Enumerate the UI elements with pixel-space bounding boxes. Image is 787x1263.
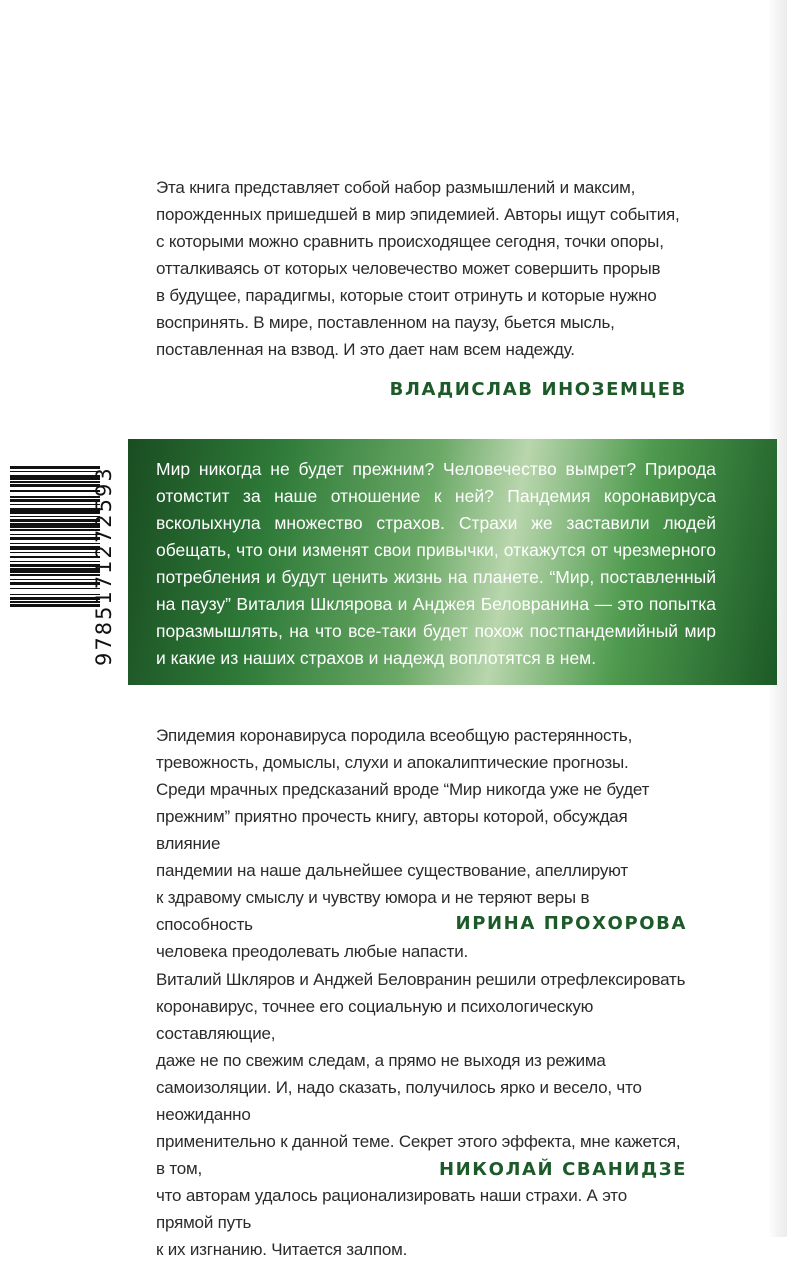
isbn-number: 9785171272593 bbox=[92, 466, 116, 666]
author-inozemtsev: ВЛАДИСЛАВ ИНОЗЕМЦЕВ bbox=[389, 379, 687, 400]
quote-svanidze: Виталий Шкляров и Анджей Беловранин решили отрефлексировать коронавирус, точнее его социальную и психологическую составляющие, даже не по свежим следам, а прямо не выходя из режима самоизоляции. И, надо сказать, получилось ярко и весело, что неожиданно применительно к данной теме. Секрет этого эффекта, мне кажется, в том, что авторам удалось рационализировать наши страхи. А это прямой путь к их изгнанию. Читается залпом. bbox=[156, 970, 686, 1259]
isbn-barcode bbox=[10, 466, 100, 650]
barcode-stripe bbox=[10, 607, 100, 610]
author-svanidze: НИКОЛАЙ СВАНИДЗЕ bbox=[438, 1159, 687, 1180]
annotation-text: Мир никогда не будет прежним? Человечество вымрет? Природа отомстит за наше отношение к ней? Пандемия коронавируса всколыхнула множество страхов. Страхи же заставили людей обещать, что они изменят свои привычки, откажутся от чрезмерного потребления и будут ценить жизнь на планете. “Мир, поставленный на паузу” Виталия Шклярова и Анджея Беловранина — это попытка поразмышлять, на что все-таки будет похож постпандемийный мир и какие из наших страхов и надежд воплотятся в нем. bbox=[156, 459, 716, 668]
quote-prokhorova: Эпидемия коронавируса породила всеобщую растерянность, тревожность, домыслы, слухи и апокалиптические прогнозы. Среди мрачных предсказаний вроде “Мир никогда уже не будет прежним” приятно прочесть книгу, авторы которой, обсуждая влияние пандемии на наше дальнейшее существование, апеллируют к здравому смыслу и чувству юмора и не теряют веры в способность человека преодолевать любые напасти. bbox=[156, 726, 650, 961]
author-prokhorova: ИРИНА ПРОХОРОВА bbox=[455, 913, 687, 934]
quote-inozemtsev: Эта книга представляет собой набор размышлений и максим, порожденных пришедшей в мир эпидемией. Авторы ищут события, с которыми можно сравнить происходящее сегодня, точки опоры, отталкиваясь от которых человечество может совершить прорыв в будущее, парадигмы, которые стоит отринуть и которые нужно воспринять. В мире, поставленном на паузу, бьется мысль, поставленная на взвод. И это дает нам всем надежду. bbox=[156, 178, 680, 359]
